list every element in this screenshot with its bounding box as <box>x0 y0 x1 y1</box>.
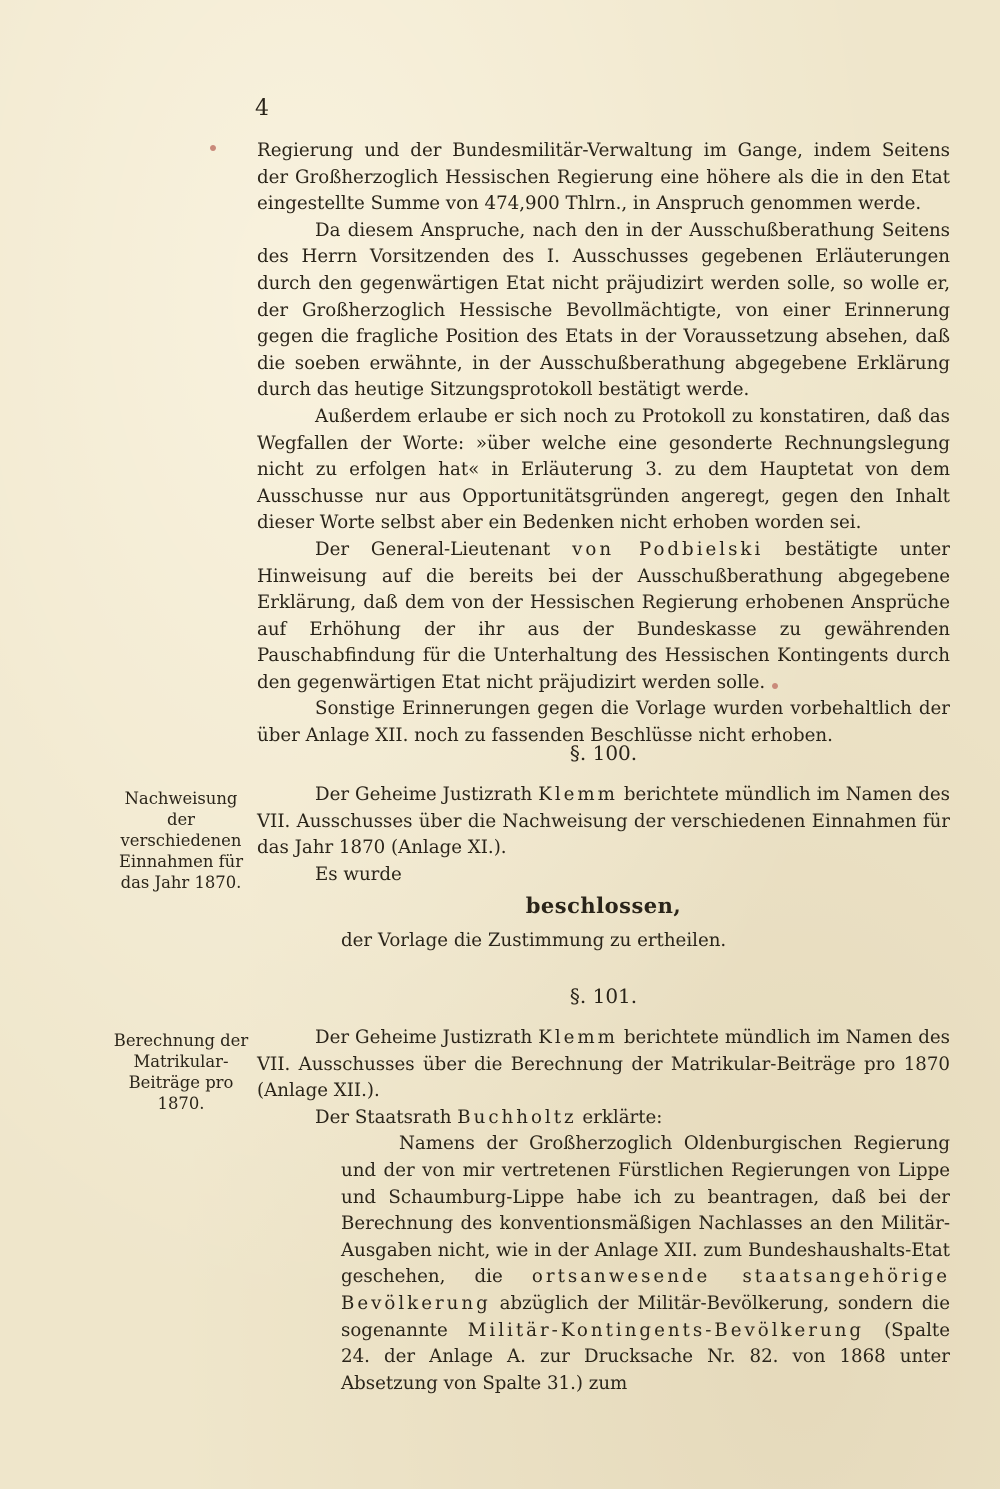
text-run: berichtete mündlich im Namen des VII. Ausschusses über die Berechnung der Matrikular-Beiträge pro 1870 (Anlage XII.). <box>257 1027 950 1102</box>
resolution-word: beschlossen, <box>525 893 682 919</box>
margin-note-101: Berechnung der Matrikular-Beiträge pro 1870. <box>113 1031 249 1113</box>
text-run: Namens der Großherzoglich Oldenburgischen Regierung und der von mir vertretenen Fürstlichen Regierungen von Lippe und Schaumburg-Lippe habe ich zu beantragen, daß bei der Berechnung des konventionsmäßigen Nachlasses an den Militär-Ausgaben nicht, wie in der Anlage XII. zum Bundeshaushalts-Etat geschehen, die <box>341 1133 950 1288</box>
continued-text-block <box>257 138 950 750</box>
emphasized-term: Militär-Kontingents-Bevölkerung <box>467 1319 865 1341</box>
paragraph <box>257 1025 950 1105</box>
emphasized-term: ortsanwesende staatsangehörige Bevölkerung <box>341 1266 950 1314</box>
paragraph <box>257 782 950 862</box>
stain-mark <box>210 145 216 151</box>
paragraph: Regierung und der Bundesmilitär-Verwaltung im Gange, indem Seitens der Großherzoglich Hessischen Regierung eine höhere als die in den Etat eingestellte Summe von 474,900 Thlrn., in Anspruch genommen werde. <box>257 140 950 215</box>
text-run: erklärte: <box>576 1106 663 1128</box>
text-run: (Spalte 24. der Anlage A. zur Drucksache Nr. 82. von 1868 unter Absetzung von Spalte 31.) zum <box>341 1319 951 1394</box>
paragraph: Außerdem erlaube er sich noch zu Protokoll zu konstatiren, daß das Wegfallen der Worte: »über welche eine gesonderte Rechnungslegung nicht zu erfolgen hat« in Erläuterung 3. zu dem Hauptetat von dem Ausschusse nur aus Opportunitätsgründen angeregt, gegen den Inhalt dieser Worte selbst aber ein Bedenken nicht erhoben worden sei. <box>257 405 950 534</box>
text-run: Der General-Lieutenant <box>315 538 573 560</box>
page-number: 4 <box>255 96 269 121</box>
paragraph: Da diesem Anspruche, nach den in der Ausschußberathung Seitens des Herrn Vorsitzenden des I. Ausschusses gegebenen Erläuterungen durch den gegenwärtigen Etat nicht präjudizirt werden solle, so wolle er, der Großherzoglich Hessische Bevollmächtigte, von einer Erinnerung gegen die fragliche Position des Etats in der Voraussetzung absehen, daß die soeben erwähnte, in der Ausschußberathung abgegebene Erklärung durch das heutige Sitzungsprotokoll bestätigt werde. <box>257 219 950 401</box>
section-heading-101: §. 101. <box>569 984 638 1008</box>
section-heading-100: §. 100. <box>569 741 638 765</box>
paragraph: der Vorlage die Zustimmung zu ertheilen. <box>341 929 727 951</box>
paragraph: Es wurde <box>315 863 402 885</box>
text-run: berichtete mündlich im Namen des VII. Ausschusses über die Nachweisung der verschiedenen Einnahmen für das Jahr 1870 (Anlage XI.). <box>257 784 950 859</box>
text-run: Der Staatsrath <box>315 1106 458 1128</box>
person-name: Klemm <box>538 1027 618 1048</box>
section-100-text <box>257 782 950 955</box>
text-run: Der Geheime Justizrath <box>315 1027 539 1048</box>
section-101-text <box>257 1025 950 1397</box>
margin-note-100: Nachweisung der verschiedenen Einnahmen für das Jahr 1870. <box>118 789 244 892</box>
paragraph: Sonstige Erinnerungen gegen die Vorlage wurden vorbehaltlich der über Anlage XII. noch zu fassenden Beschlüsse nicht erhoben. <box>257 698 950 747</box>
paragraph <box>257 1105 950 1132</box>
text-run: Der Geheime Justizrath <box>315 784 539 805</box>
text-run: bestätigte unter Hinweisung auf die bereits bei der Ausschußberathung abgegebene Erklärung, daß dem von der Hessischen Regierung erhobenen Ansprüche auf Erhöhung der ihr aus der Bundeskasse zu gewährenden Pauschabfindung für die Unterhaltung des Hessischen Kontingents durch den gegenwärtigen Etat nicht präjudizirt werden solle. <box>257 538 950 693</box>
text-run: abzüglich der Militär-Bevölkerung, sondern die sogenannte <box>341 1292 950 1341</box>
person-name: von Podbielski <box>572 538 764 560</box>
person-name: Klemm <box>538 784 618 805</box>
quoted-statement <box>257 1131 950 1397</box>
person-name: Buchholtz <box>457 1106 577 1128</box>
paragraph <box>257 537 950 697</box>
